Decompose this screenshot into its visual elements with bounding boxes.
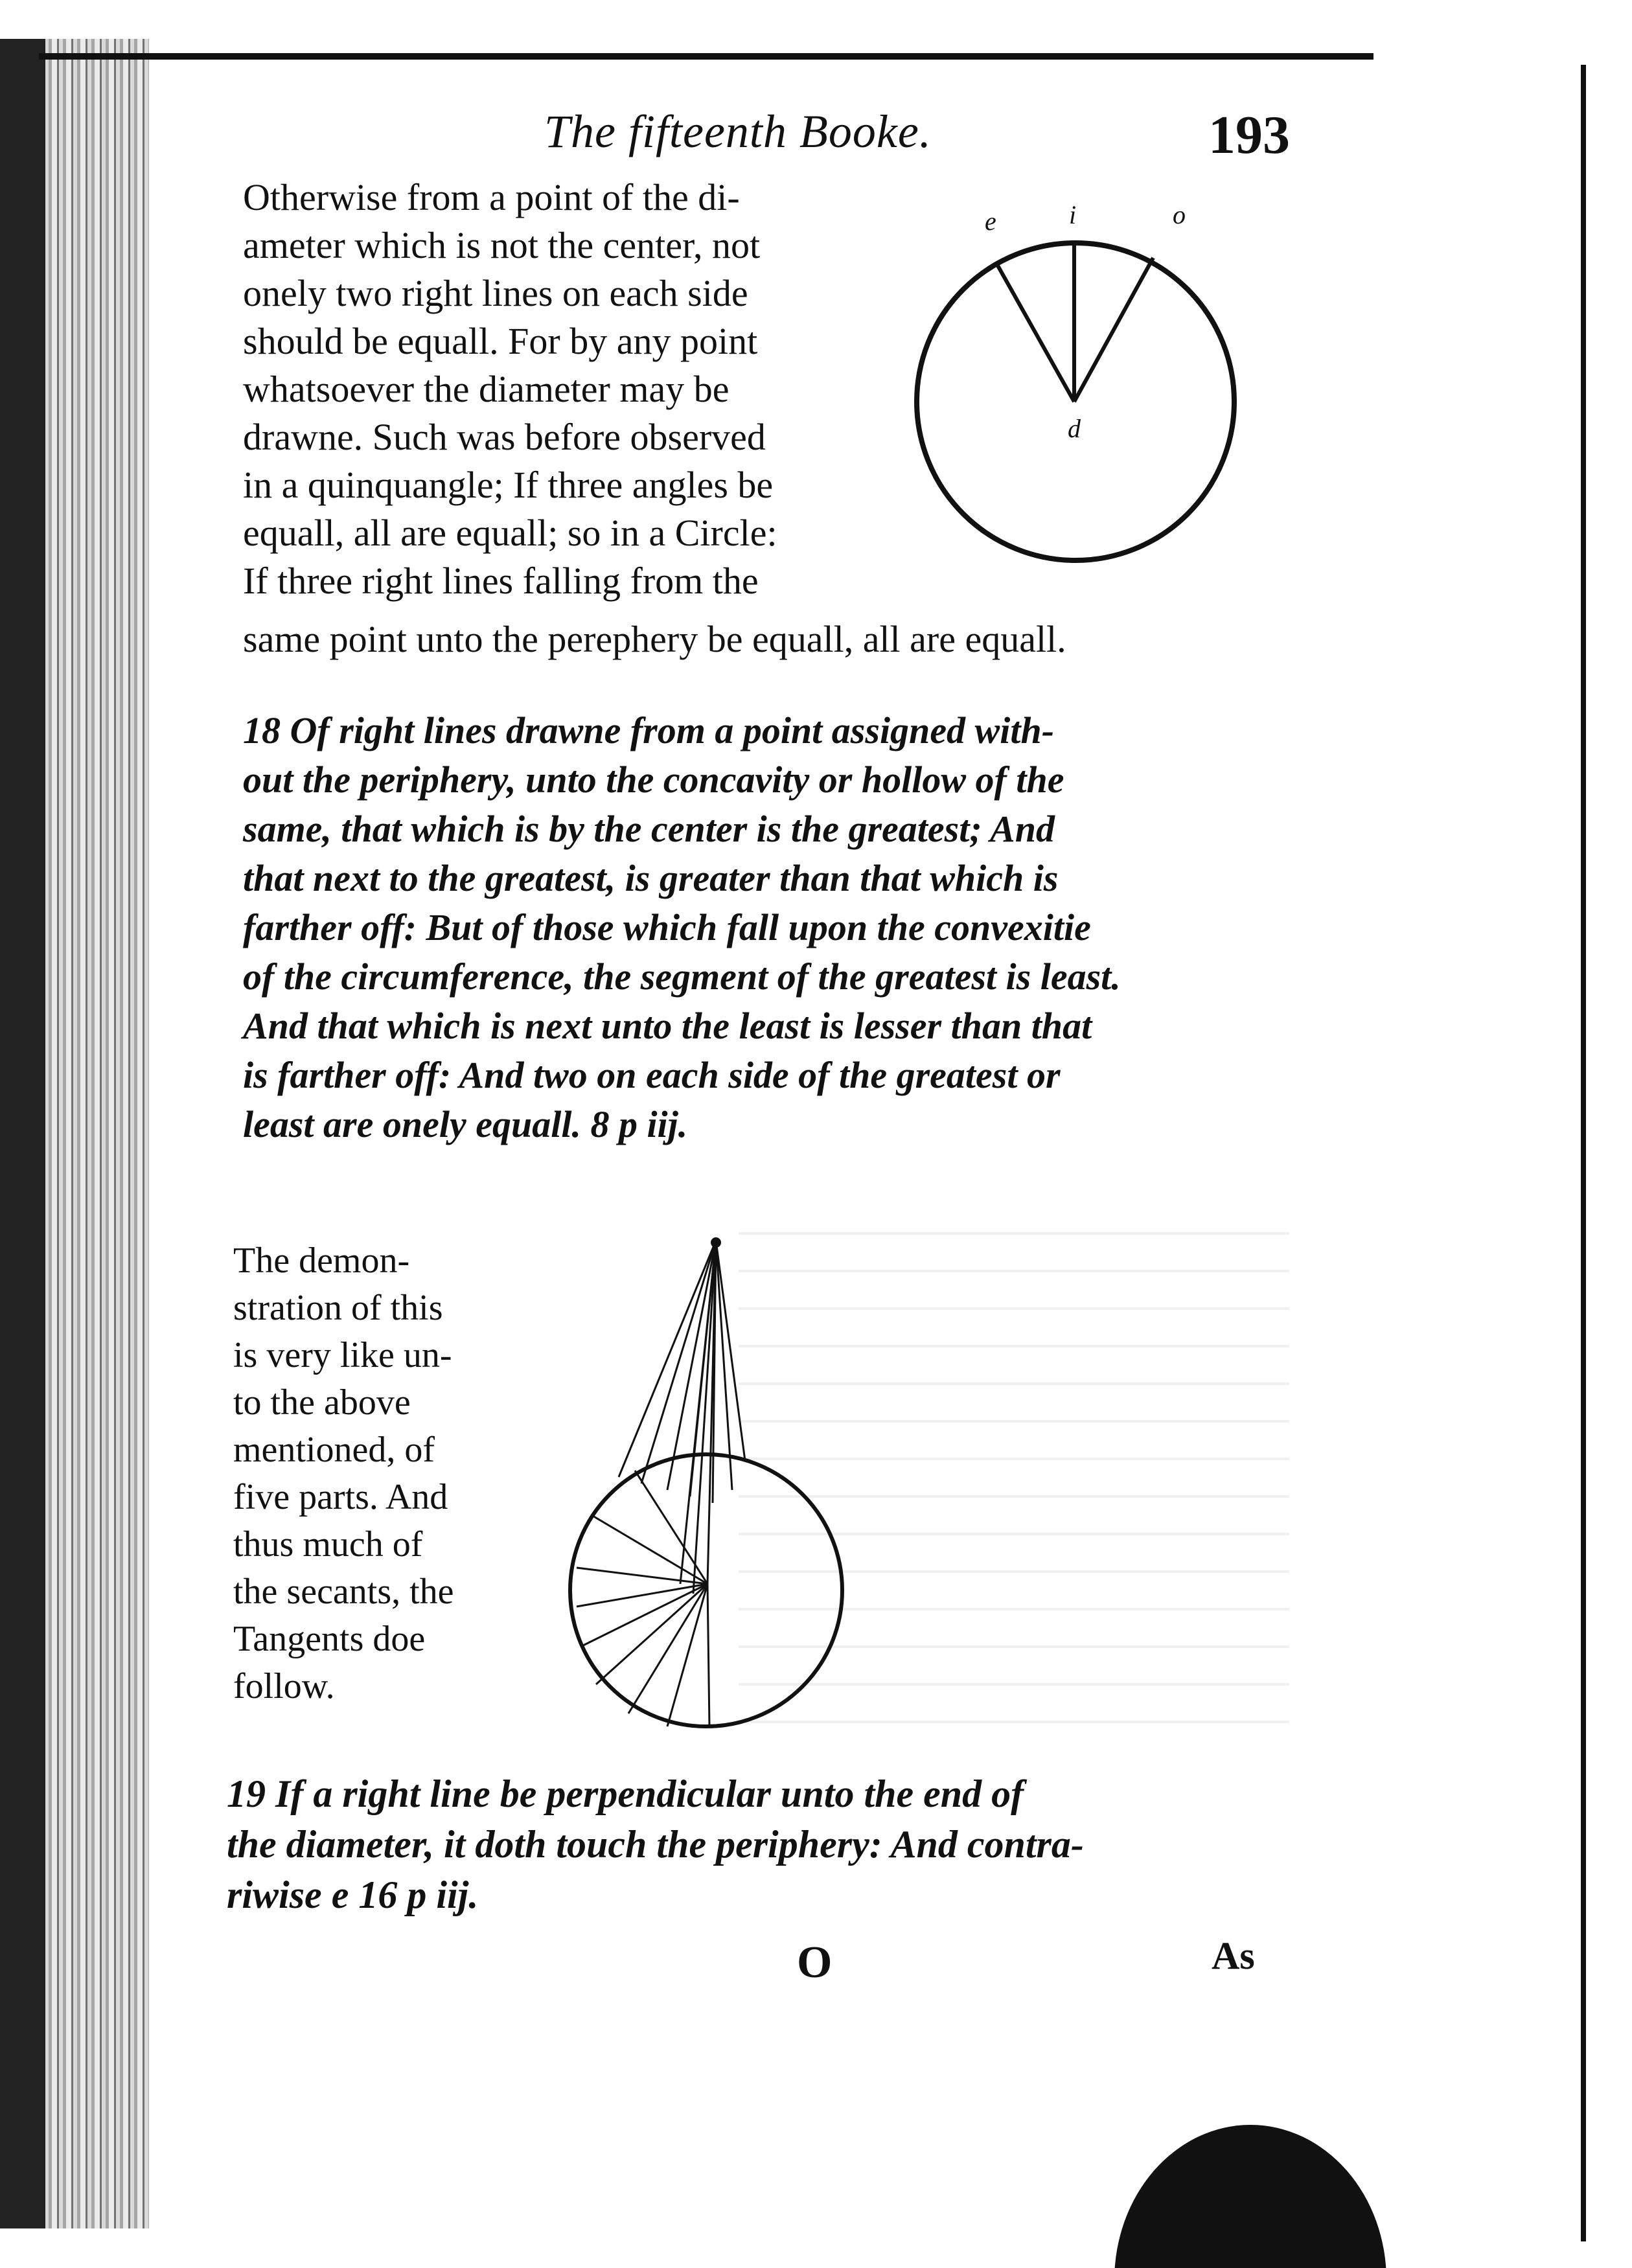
running-title: The fifteenth Booke. <box>544 106 932 157</box>
text-line: same point unto the perephery be equall, all are equall. <box>243 618 1066 660</box>
paragraph-otherwise <box>243 174 891 605</box>
text-line: The demon- <box>233 1241 410 1281</box>
secant-lines <box>577 1241 745 1726</box>
scan-gutter-edge <box>0 39 45 2228</box>
text-line: in a quinquangle; If three angles be <box>243 464 774 506</box>
text-line: 18 Of right lines drawne from a point assigned with- <box>243 709 1055 751</box>
cone-apex <box>711 1237 721 1248</box>
text-line: that next to the greatest, is greater than that which is <box>243 857 1059 899</box>
text-line: follow. <box>233 1666 335 1706</box>
text-line: out the periphery, unto the concavity or hollow of the <box>243 759 1064 801</box>
text-line: equall, all are equall; so in a Circle: <box>243 512 777 554</box>
text-line: mentioned, of <box>233 1430 435 1470</box>
text-line: is very like un- <box>233 1335 452 1375</box>
scan-blot <box>1114 2125 1386 2268</box>
label-o: o <box>1173 200 1186 229</box>
proposition-19 <box>227 1769 1296 1920</box>
text-line: And that which is next unto the least is lesser than that <box>243 1005 1092 1047</box>
signature-mark: O <box>797 1938 833 1987</box>
page-number: 193 <box>1208 105 1290 165</box>
text-line: thus much of <box>233 1524 423 1564</box>
text-line: whatsoever the diameter may be <box>243 368 730 410</box>
label-d: d <box>1068 414 1081 443</box>
text-line: onely two right lines on each side <box>243 272 748 314</box>
text-line: the secants, the <box>233 1572 454 1612</box>
text-line: is farther off: And two on each side of the greatest or <box>243 1054 1061 1096</box>
text-line: the diameter, it doth touch the periphery: And contra- <box>227 1823 1084 1866</box>
text-line: farther off: But of those which fall upon the convexitie <box>243 906 1091 948</box>
scan-right-edge <box>1581 65 1586 2241</box>
catchword: As <box>1212 1934 1255 1977</box>
secant-diagram <box>557 1231 868 1723</box>
circle-diagram-one <box>901 194 1263 583</box>
text-line: least are onely equall. 8 p iij. <box>243 1103 688 1145</box>
scan-top-edge <box>39 53 1373 60</box>
line-d-o <box>1074 258 1153 402</box>
text-line: stration of this <box>233 1288 443 1328</box>
proposition-18 <box>243 706 1280 1149</box>
text-line: Tangents doe <box>233 1619 426 1659</box>
text-line: If three right lines falling from the <box>243 560 759 602</box>
text-line: drawne. Such was before observed <box>243 416 766 458</box>
text-line: same, that which is by the center is the greatest; And <box>243 808 1055 850</box>
text-line: riwise e 16 p iij. <box>227 1873 479 1916</box>
text-line: 19 If a right line be perpendicular unto the end of <box>227 1772 1024 1815</box>
text-line: should be equall. For by any point <box>243 320 758 362</box>
text-line: five parts. And <box>233 1477 448 1517</box>
demonstration-note <box>233 1237 512 1710</box>
text-line: ameter which is not the center, not <box>243 224 761 266</box>
line-d-e <box>998 266 1074 402</box>
text-line: of the circumference, the segment of the greatest is least. <box>243 956 1121 998</box>
text-line: to the above <box>233 1382 411 1423</box>
text-line: Otherwise from a point of the di- <box>243 176 740 218</box>
label-i: i <box>1069 200 1077 229</box>
label-e: e <box>985 207 996 236</box>
